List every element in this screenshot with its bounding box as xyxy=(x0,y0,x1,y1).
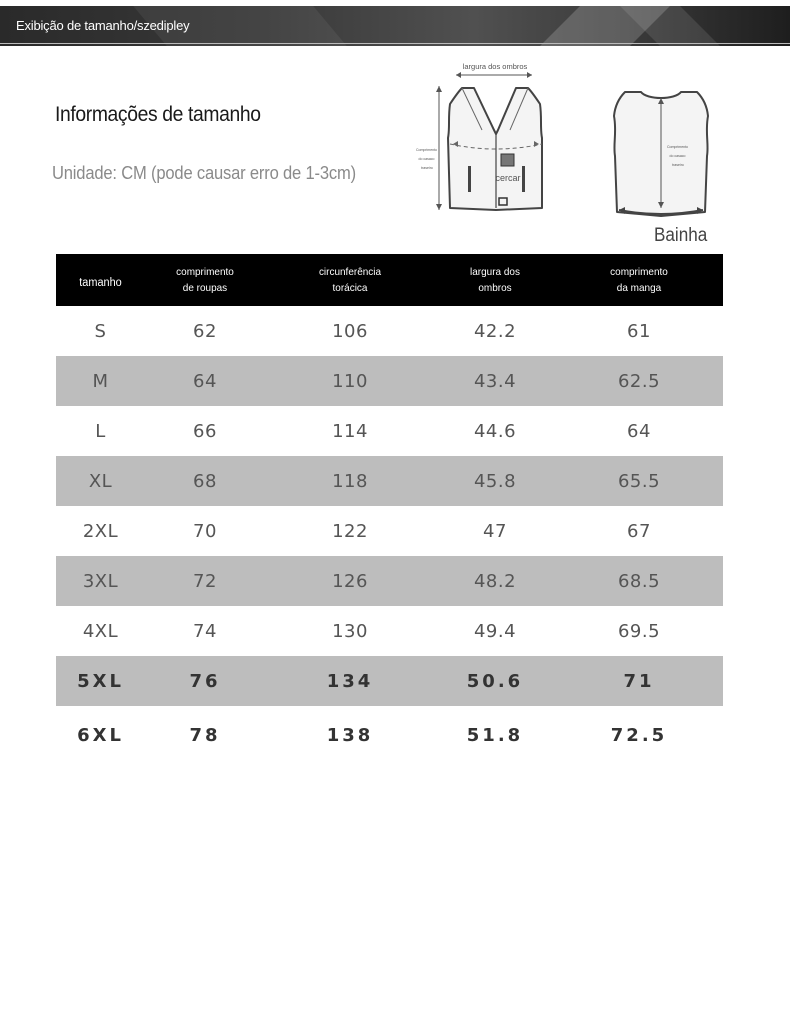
back-length-label-line: do casaco xyxy=(669,154,686,158)
cell-shoulder-width: 43.4 xyxy=(473,370,517,392)
banner-title: Exibição de tamanho/szedipley xyxy=(16,18,190,33)
cell-chest-circumference: 114 xyxy=(332,420,368,442)
cell-sleeve-length: 64 xyxy=(627,420,651,442)
table-row xyxy=(56,706,723,764)
cell-size: M xyxy=(92,370,109,392)
cell-size: XL xyxy=(88,470,113,492)
cell-shoulder-width: 44.6 xyxy=(473,420,517,442)
table-row xyxy=(56,506,723,556)
front-length-label-line: traseiro xyxy=(421,166,433,170)
shoulder-width-label: largura dos ombros xyxy=(462,62,528,71)
header-clothing-length: comprimento de roupas xyxy=(176,266,234,294)
cell-shoulder-width: 51.8 xyxy=(466,724,524,746)
cell-sleeve-length: 61 xyxy=(627,320,651,342)
header-shoulder-width: largura dos ombros xyxy=(470,266,520,294)
cell-chest-circumference: 134 xyxy=(326,670,374,692)
cell-chest-circumference: 110 xyxy=(332,370,368,392)
cell-clothing-length: 66 xyxy=(193,420,217,442)
table-row xyxy=(56,356,723,406)
cell-clothing-length: 64 xyxy=(193,370,217,392)
cell-shoulder-width: 42.2 xyxy=(473,320,517,342)
back-length-label-line: traseiro xyxy=(672,163,684,167)
cell-chest-circumference: 118 xyxy=(332,470,368,492)
size-table xyxy=(56,254,723,764)
cell-chest-circumference: 122 xyxy=(332,520,368,542)
chest-label: cercar xyxy=(495,173,521,183)
svg-text:Comprimento do casaco xyxy=(416,148,438,170)
page-title: Informações de tamanho xyxy=(55,103,261,126)
cell-size: S xyxy=(94,320,107,342)
table-row xyxy=(56,556,723,606)
table-row xyxy=(56,656,723,706)
cell-sleeve-length: 65.5 xyxy=(617,470,661,492)
cell-sleeve-length: 68.5 xyxy=(617,570,661,592)
cell-clothing-length: 74 xyxy=(193,620,217,642)
cell-size: 5XL xyxy=(77,670,124,692)
cell-size: 4XL xyxy=(82,620,119,642)
cell-sleeve-length: 69.5 xyxy=(617,620,661,642)
cell-shoulder-width: 49.4 xyxy=(473,620,517,642)
cell-sleeve-length: 71 xyxy=(623,670,655,692)
cell-size: L xyxy=(95,420,106,442)
cell-clothing-length: 76 xyxy=(189,670,221,692)
header-size: tamanho xyxy=(79,277,122,289)
cell-chest-circumference: 106 xyxy=(332,320,368,342)
cell-size: 2XL xyxy=(82,520,119,542)
vest-back-diagram xyxy=(605,84,717,224)
table-row xyxy=(56,456,723,506)
table-header xyxy=(56,254,723,306)
front-length-label-line: do casaco xyxy=(418,157,435,161)
table-row xyxy=(56,406,723,456)
cell-sleeve-length: 62.5 xyxy=(617,370,661,392)
cell-clothing-length: 72 xyxy=(193,570,217,592)
cell-shoulder-width: 45.8 xyxy=(473,470,517,492)
cell-shoulder-width: 47 xyxy=(483,520,507,542)
table-row xyxy=(56,606,723,656)
hem-label: Bainha xyxy=(654,225,708,246)
cell-chest-circumference: 130 xyxy=(332,620,368,642)
top-banner xyxy=(0,6,790,46)
cell-chest-circumference: 138 xyxy=(326,724,374,746)
cell-sleeve-length: 72.5 xyxy=(610,724,668,746)
table-row xyxy=(56,306,723,356)
cell-shoulder-width: 48.2 xyxy=(473,570,517,592)
cell-shoulder-width: 50.6 xyxy=(466,670,524,692)
header-chest-circumference: circunferência torácica xyxy=(318,266,382,294)
cell-clothing-length: 70 xyxy=(193,520,217,542)
vest-front-diagram xyxy=(412,58,552,220)
cell-clothing-length: 62 xyxy=(193,320,217,342)
cell-clothing-length: 68 xyxy=(193,470,217,492)
cell-sleeve-length: 67 xyxy=(627,520,651,542)
header-sleeve-length: comprimento da manga xyxy=(610,266,668,294)
cell-size: 6XL xyxy=(77,724,124,746)
front-length-label-line: Comprimento xyxy=(416,148,438,152)
banner-divider xyxy=(0,43,790,44)
cell-chest-circumference: 126 xyxy=(332,570,368,592)
back-length-label-line: Comprimento xyxy=(667,145,689,149)
unit-note: Unidade: CM (pode causar erro de 1-3cm) xyxy=(52,163,356,183)
cell-size: 3XL xyxy=(82,570,119,592)
cell-clothing-length: 78 xyxy=(189,724,221,746)
table-body xyxy=(56,306,723,764)
